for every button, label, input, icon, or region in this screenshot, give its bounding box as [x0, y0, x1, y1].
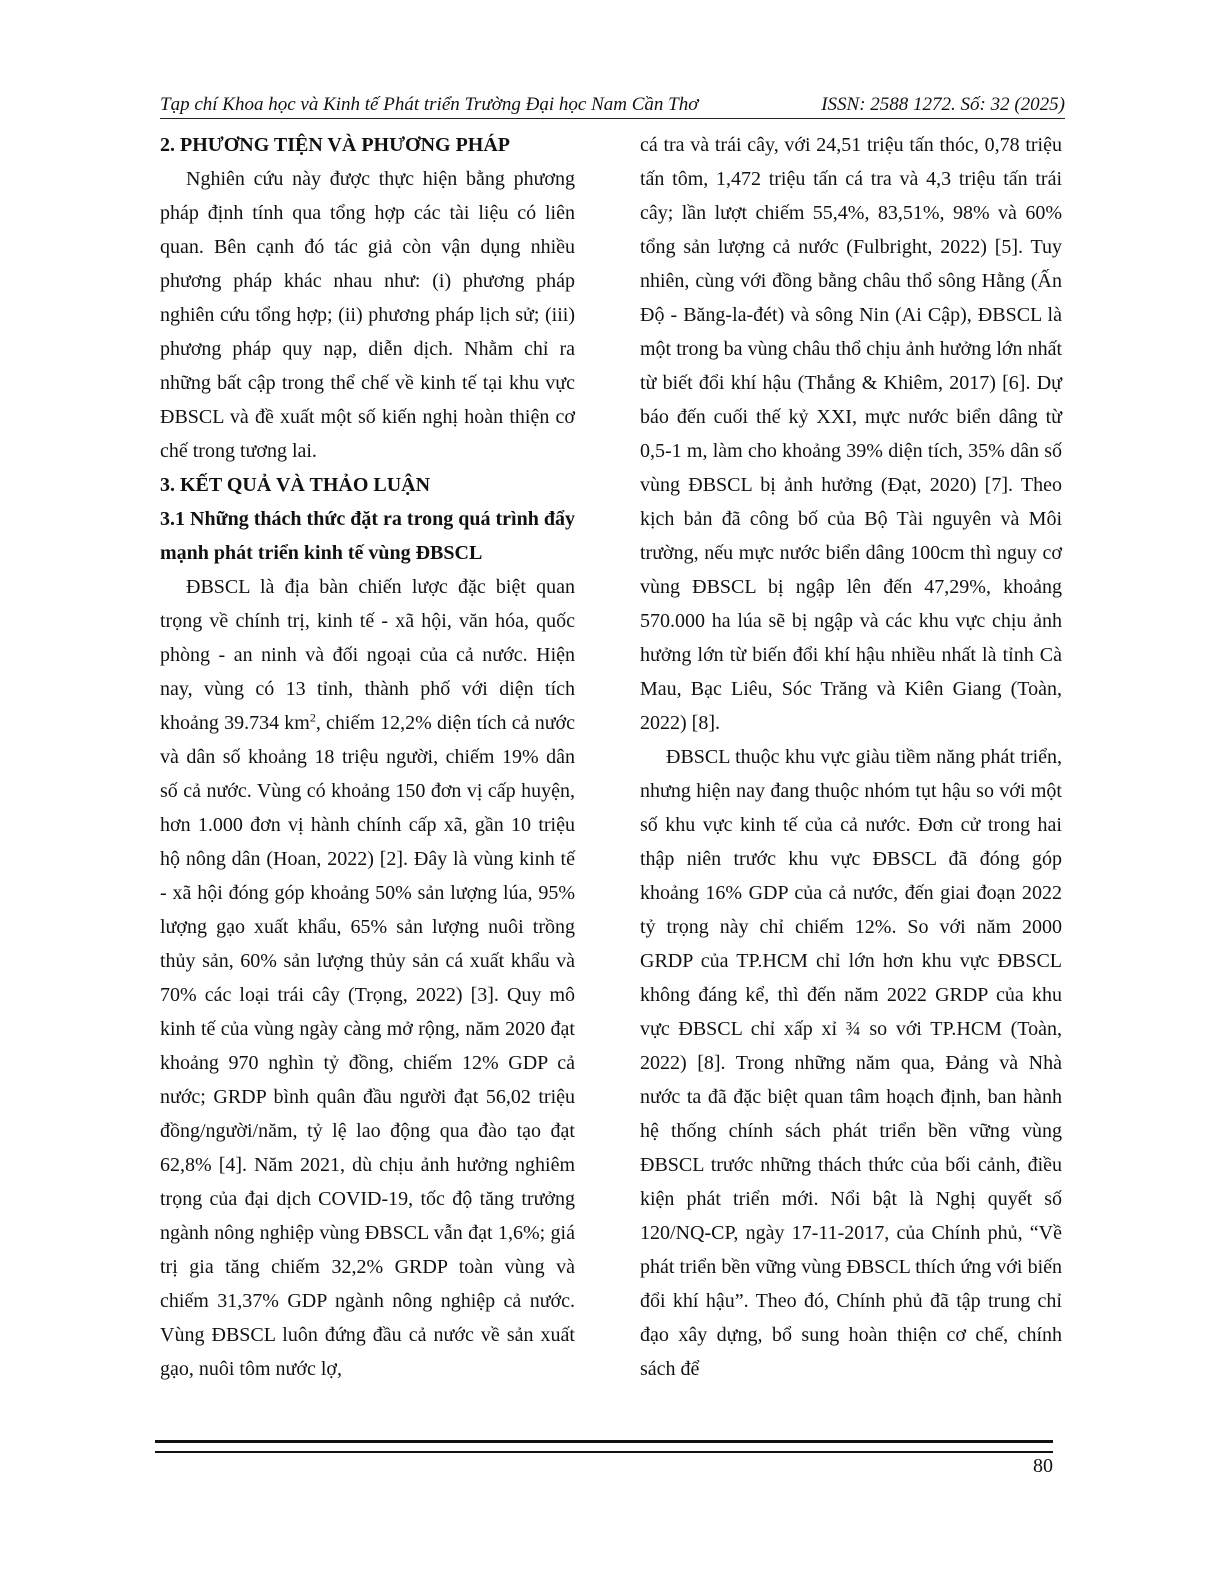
issn-issue: ISSN: 2588 1272. Số: 32 (2025)	[821, 94, 1065, 115]
page-number: 80	[1033, 1455, 1053, 1477]
subsection-3-1-heading: 3.1 Những thách thức đặt ra trong quá trình đẩy mạnh phát triển kinh tế vùng ĐBSCL	[160, 508, 575, 564]
section-2-heading: 2. PHƯƠNG TIỆN VÀ PHƯƠNG PHÁP	[160, 134, 510, 156]
development-paragraph: ĐBSCL thuộc khu vực giàu tiềm năng phát triển, nhưng hiện nay đang thuộc nhóm tụt hậu so với một số khu vực kinh tế của cả nước. Đơn cử trong hai thập niên trước khu vực ĐBSCL đã đóng góp khoảng 16% GDP của cả nước, đến giai đoạn 2022 tỷ trọng này chỉ chiếm 12%. So với năm 2000 GRDP của TP.HCM chỉ lớn hơn khu vực ĐBSCL không đáng kể, thì đến năm 2022 GRDP của khu vực ĐBSCL chỉ xấp xỉ ¾ so với TP.HCM (Toàn, 2022) [8]. Trong những năm qua, Đảng và Nhà nước ta đã đặc biệt quan tâm hoạch định, ban hành hệ thống chính sách phát triển bền vững vùng ĐBSCL trước những thách thức của bối cảnh, điều kiện phát triển mới. Nổi bật là Nghị quyết số 120/NQ-CP, ngày 17-11-2017, của Chính phủ, “Về phát triển bền vững vùng ĐBSCL thích ứng với biến đổi khí hậu”. Theo đó, Chính phủ đã tập trung chỉ đạo xây dựng, bổ sung hoàn thiện cơ chế, chính sách để	[640, 746, 1062, 1380]
left-column	[160, 128, 575, 1386]
paragraph-text-part-2: , chiếm 12,2% diện tích cả nước và dân số khoảng 18 triệu người, chiếm 19% dân số cả nước. Vùng có khoảng 150 đơn vị cấp huyện, hơn 1.000 đơn vị hành chính cấp xã, gần 10 triệu hộ nông dân (Hoan, 2022) [2]. Đây là vùng kinh tế - xã hội đóng góp khoảng 50% sản lượng lúa, 95% lượng gạo xuất khẩu, 65% sản lượng nuôi trồng thủy sản, 60% sản lượng thủy sản cá xuất khẩu và 70% các loại trái cây (Trọng, 2022) [3]. Quy mô kinh tế của vùng ngày càng mở rộng, năm 2020 đạt khoảng 970 nghìn tỷ đồng, chiếm 12% GDP cả nước; GRDP bình quân đầu người đạt 56,02 triệu đồng/người/năm, tỷ lệ lao động qua đào tạo đạt 62,8% [4]. Năm 2021, dù chịu ảnh hưởng nghiêm trọng của đại dịch COVID-19, tốc độ tăng trưởng ngành nông nghiệp vùng ĐBSCL vẫn đạt 1,6%; giá trị gia tăng chiếm 32,2% GRDP toàn vùng và chiếm 31,37% GDP ngành nông nghiệp cả nước. Vùng ĐBSCL luôn đứng đầu cả nước về sản xuất gạo, nuôi tôm nước lợ,	[160, 712, 575, 1380]
footer-double-rule	[155, 1440, 1053, 1453]
continued-paragraph: cá tra và trái cây, với 24,51 triệu tấn thóc, 0,78 triệu tấn tôm, 1,472 triệu tấn cá tra và 4,3 triệu tấn trái cây; lần lượt chiếm 55,4%, 83,51%, 98% và 60% tổng sản lượng cả nước (Fulbright, 2022) [5]. Tuy nhiên, cùng với đồng bằng châu thổ sông Hằng (Ấn Độ - Băng-la-đét) và sông Nin (Ai Cập), ĐBSCL là một trong ba vùng châu thổ chịu ảnh hưởng lớn nhất từ biết đổi khí hậu (Thắng & Khiêm, 2017) [6]. Dự báo đến cuối thế kỷ XXI, mực nước biển dâng từ 0,5-1 m, làm cho khoảng 39% diện tích, 35% dân số vùng ĐBSCL bị ảnh hưởng (Đạt, 2020) [7]. Theo kịch bản đã công bố của Bộ Tài nguyên và Môi trường, nếu mực nước biển dâng 100cm thì nguy cơ vùng ĐBSCL bị ngập lên đến 47,29%, khoảng 570.000 ha lúa sẽ bị ngập và các khu vực chịu ảnh hưởng lớn từ biến đổi khí hậu nhiều nhất là tỉnh Cà Mau, Bạc Liêu, Sóc Trăng và Kiên Giang (Toàn, 2022) [8].	[640, 134, 1062, 734]
running-header	[160, 94, 1065, 119]
paragraph-text-part-1: ĐBSCL là địa bàn chiến lược đặc biệt quan trọng về chính trị, kinh tế - xã hội, văn hóa, quốc phòng - an ninh và đối ngoại của cả nước. Hiện nay, vùng có 13 tỉnh, thành phố với diện tích khoảng 39.734 km	[160, 576, 575, 734]
section-2-paragraph: Nghiên cứu này được thực hiện bằng phương pháp định tính qua tổng hợp các tài liệu có liên quan. Bên cạnh đó tác giả còn vận dụng nhiều phương pháp khác nhau như: (i) phương pháp nghiên cứu tổng hợp; (ii) phương pháp lịch sử; (iii) phương pháp quy nạp, diễn dịch. Nhằm chỉ ra những bất cập trong thể chế về kinh tế tại khu vực ĐBSCL và đề xuất một số kiến nghị hoàn thiện cơ chế trong tương lai.	[160, 168, 575, 462]
section-3-1-paragraph	[160, 570, 575, 1386]
right-column	[640, 128, 1062, 1386]
section-3-heading: 3. KẾT QUẢ VÀ THẢO LUẬN	[160, 474, 431, 496]
superscript-2: 2	[309, 710, 316, 725]
journal-title: Tạp chí Khoa học và Kinh tế Phát triển Trường Đại học Nam Cần Thơ	[160, 94, 699, 115]
